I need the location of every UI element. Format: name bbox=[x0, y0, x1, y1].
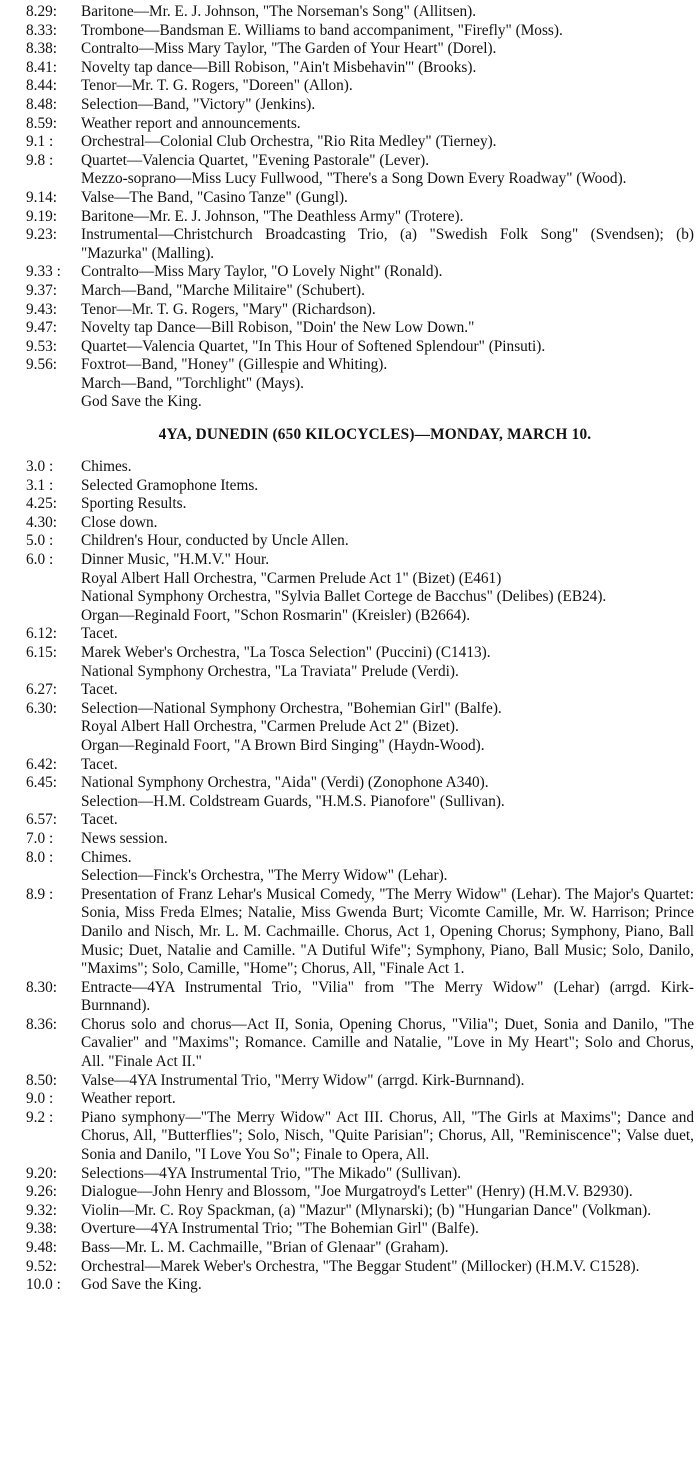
programme-entry bbox=[26, 319, 694, 338]
programme-entry bbox=[26, 1258, 694, 1277]
entry-text: Valse—4YA Instrumental Trio, "Merry Widow" (arrgd. Kirk-Burnnand). bbox=[81, 1071, 525, 1089]
programme-entry bbox=[26, 532, 694, 551]
entry-time: 6.15: bbox=[26, 644, 58, 661]
entry-time: 9.26: bbox=[26, 1183, 58, 1201]
entry-time: 4.25: bbox=[26, 495, 58, 513]
entry-time: 9.19: bbox=[26, 207, 58, 225]
entry-time bbox=[26, 607, 81, 626]
entry-time bbox=[26, 663, 81, 682]
entry-time: 3.0 : bbox=[26, 458, 54, 476]
entry-time: 10.0 : bbox=[26, 1276, 61, 1294]
entry-text: Weather report and announcements. bbox=[81, 114, 301, 132]
entry-text: Entracte—4YA Instrumental Trio, "Vilia" from "The Merry Widow" (Lehar) (arrgd. Kirk-Burnnand). bbox=[81, 978, 694, 1015]
programme-entry bbox=[26, 1090, 694, 1109]
entry-time bbox=[26, 588, 81, 607]
programme-list-christchurch bbox=[26, 3, 694, 412]
programme-entry bbox=[26, 514, 694, 533]
entry-text: Contralto—Miss Mary Taylor, "O Lovely Night" (Ronald). bbox=[81, 263, 443, 281]
programme-entry bbox=[26, 774, 694, 793]
programme-entry bbox=[26, 700, 694, 719]
programme-entry bbox=[26, 793, 694, 812]
programme-entry bbox=[26, 886, 694, 979]
entry-text: Presentation of Franz Lehar's Musical Comedy, "The Merry Widow" (Lehar). The Major's Quartet: Sonia, Miss Freda Elmes; Natalie, Miss Gwenda Burt; Vicomte Camille, Mr. W. Harrison; Prince Danilo and Nisch, Mr. L. M. Cachmaille. Chorus, Act 1, Opening Chorus; Symphony, Piano, Ball Music; Duet, Natalie and Camille. "A Dutiful Wife"; Symphony, Piano, Ball Music; Solo, Danilo, "Maxims"; Solo, Camille, "Home"; Chorus, All, "Finale Act 1. bbox=[81, 885, 694, 978]
entry-time: 8.30: bbox=[26, 978, 58, 996]
entry-text: Foxtrot—Band, "Honey" (Gillespie and Whiting). bbox=[81, 356, 388, 374]
programme-entry bbox=[26, 1276, 694, 1295]
entry-text: Royal Albert Hall Orchestra, "Carmen Prelude Act 2" (Bizet). bbox=[81, 718, 459, 736]
entry-time: 9.1 : bbox=[26, 133, 54, 151]
entry-text: March—Band, "Marche Militaire" (Schubert). bbox=[81, 281, 365, 299]
programme-entry bbox=[26, 208, 694, 227]
programme-entry bbox=[26, 867, 694, 886]
entry-text: Overture—4YA Instrumental Trio; "The Bohemian Girl" (Balfe). bbox=[81, 1220, 479, 1238]
programme-entry bbox=[26, 1202, 694, 1221]
entry-text: Instrumental—Christchurch Broadcasting Trio, (a) "Swedish Folk Song" (Svendsen); (b) "Mazurka" (Malling). bbox=[81, 226, 694, 262]
entry-time bbox=[26, 375, 81, 394]
entry-time: 9.0 : bbox=[26, 1090, 54, 1108]
entry-text: Selection—Band, "Victory" (Jenkins). bbox=[81, 95, 316, 113]
programme-entry bbox=[26, 979, 694, 1016]
station-heading: 4YA, DUNEDIN (650 KILOCYCLES)—MONDAY, MARCH 10. bbox=[158, 426, 592, 444]
programme-entry bbox=[26, 96, 694, 115]
entry-time: 9.23: bbox=[26, 226, 58, 244]
entry-text: Tenor—Mr. T. G. Rogers, "Mary" (Richardson). bbox=[81, 300, 376, 318]
programme-list-dunedin bbox=[26, 458, 694, 1295]
entry-text: Piano symphony—"The Merry Widow" Act III. Chorus, All, "The Girls at Maxims"; Dance and Chorus, All, "Butterflies"; Solo, Nisch, "Quite Parisian"; Chorus, All, "Reminiscence"; Valse duet, Sonia and Danilo, "I Love You So"; Finale to Opera, All. bbox=[81, 1108, 694, 1164]
entry-time: 8.9 : bbox=[26, 885, 54, 903]
entry-text: Sporting Results. bbox=[81, 495, 187, 513]
entry-text: Selection—Finck's Orchestra, "The Merry Widow" (Lehar). bbox=[81, 867, 448, 885]
programme-entry bbox=[26, 77, 694, 96]
entry-time: 9.2 : bbox=[26, 1108, 54, 1126]
entry-text: Organ—Reginald Foort, "A Brown Bird Singing" (Haydn-Wood). bbox=[81, 736, 485, 754]
entry-text: News session. bbox=[81, 829, 168, 847]
programme-entry bbox=[26, 189, 694, 208]
programme-entry bbox=[26, 393, 694, 412]
programme-entry bbox=[26, 588, 694, 607]
entry-time bbox=[26, 718, 81, 737]
programme-entry bbox=[26, 718, 694, 737]
entry-time: 9.14: bbox=[26, 188, 58, 206]
entry-text: National Symphony Orchestra, "La Traviata" Prelude (Verdi). bbox=[81, 662, 459, 680]
entry-time: 5.0 : bbox=[26, 532, 54, 550]
entry-time bbox=[26, 170, 81, 189]
programme-entry bbox=[26, 644, 694, 663]
entry-time: 9.56: bbox=[26, 356, 58, 374]
entry-time: 8.0 : bbox=[26, 848, 54, 866]
entry-text: Quartet—Valencia Quartet, "In This Hour of Softened Splendour" (Pinsuti). bbox=[81, 337, 546, 355]
entry-time: 8.59: bbox=[26, 114, 58, 132]
entry-time: 9.53: bbox=[26, 337, 58, 355]
entry-text: Violin—Mr. C. Roy Spackman, (a) "Mazur" (Mlynarski); (b) "Hungarian Dance" (Volkman). bbox=[81, 1201, 652, 1219]
entry-text: Organ—Reginald Foort, "Schon Rosmarin" (Kreisler) (B2664). bbox=[81, 606, 471, 624]
entry-time: 8.50: bbox=[26, 1071, 58, 1089]
entry-text: Selection—National Symphony Orchestra, "Bohemian Girl" (Balfe). bbox=[81, 699, 502, 717]
entry-time: 8.29: bbox=[26, 3, 58, 20]
entry-text: Royal Albert Hall Orchestra, "Carmen Prelude Act 1" (Bizet) (E461) bbox=[81, 569, 502, 587]
programme-entry bbox=[26, 301, 694, 320]
programme-entry bbox=[26, 495, 694, 514]
entry-time: 6.57: bbox=[26, 811, 58, 829]
programme-entry bbox=[26, 1239, 694, 1258]
entry-text: Trombone—Bandsman E. Williams to band accompaniment, "Firefly" (Moss). bbox=[81, 21, 563, 39]
entry-time bbox=[26, 393, 81, 412]
entry-text: Close down. bbox=[81, 513, 158, 531]
programme-entry bbox=[26, 570, 694, 589]
programme-entry bbox=[26, 477, 694, 496]
programme-entry bbox=[26, 811, 694, 830]
entry-text: Quartet—Valencia Quartet, "Evening Pastorale" (Lever). bbox=[81, 151, 430, 169]
entry-time: 6.12: bbox=[26, 625, 58, 643]
programme-entry bbox=[26, 40, 694, 59]
programme-entry bbox=[26, 1183, 694, 1202]
entry-text: Tacet. bbox=[81, 681, 118, 699]
entry-text: March—Band, "Torchlight" (Mays). bbox=[81, 374, 304, 392]
entry-time: 6.0 : bbox=[26, 551, 54, 569]
entry-text: Baritone—Mr. E. J. Johnson, "The Deathless Army" (Trotere). bbox=[81, 207, 464, 225]
entry-text: Mezzo-soprano—Miss Lucy Fullwood, "There's a Song Down Every Roadway" (Wood). bbox=[81, 170, 627, 188]
entry-text: God Save the King. bbox=[81, 393, 202, 411]
entry-text: Chorus solo and chorus—Act II, Sonia, Opening Chorus, "Vilia"; Duet, Sonia and Danilo, "The Cavalier" and "Maxims"; Romance. Camille and Natalie, "Love in My Heart"; Solo and Chorus, All. "Finale Act II." bbox=[81, 1015, 694, 1071]
programme-entry bbox=[26, 681, 694, 700]
entry-time: 6.42: bbox=[26, 755, 58, 773]
programme-entry bbox=[26, 737, 694, 756]
entry-time: 6.45: bbox=[26, 774, 58, 792]
entry-time bbox=[26, 867, 81, 886]
programme-entry bbox=[26, 1016, 694, 1072]
entry-text: Dinner Music, "H.M.V." Hour. bbox=[81, 551, 270, 569]
programme-entry bbox=[26, 375, 694, 394]
entry-time: 9.37: bbox=[26, 281, 58, 299]
entry-time: 4.30: bbox=[26, 513, 58, 531]
programme-entry bbox=[26, 551, 694, 570]
entry-time: 8.41: bbox=[26, 58, 58, 76]
programme-entry bbox=[26, 1220, 694, 1239]
programme-entry bbox=[26, 756, 694, 775]
entry-text: Selections—4YA Instrumental Trio, "The Mikado" (Sullivan). bbox=[81, 1164, 462, 1182]
entry-time: 9.52: bbox=[26, 1257, 58, 1275]
entry-text: Tacet. bbox=[81, 625, 118, 643]
entry-time: 9.47: bbox=[26, 319, 58, 337]
programme-entry bbox=[26, 849, 694, 868]
programme-entry bbox=[26, 263, 694, 282]
entry-text: National Symphony Orchestra, "Aida" (Verdi) (Zonophone A340). bbox=[81, 774, 489, 792]
programme-entry bbox=[26, 458, 694, 477]
entry-time: 8.44: bbox=[26, 77, 58, 95]
programme-entry bbox=[26, 1109, 694, 1165]
programme-entry bbox=[26, 1165, 694, 1184]
entry-time: 6.30: bbox=[26, 699, 58, 717]
programme-entry bbox=[26, 356, 694, 375]
programme-entry bbox=[26, 830, 694, 849]
programme-entry bbox=[26, 338, 694, 357]
programme-entry bbox=[26, 226, 694, 263]
entry-time: 9.32: bbox=[26, 1201, 58, 1219]
entry-text: Dialogue—John Henry and Blossom, "Joe Murgatroyd's Letter" (Henry) (H.M.V. B2930). bbox=[81, 1183, 633, 1201]
programme-entry bbox=[26, 133, 694, 152]
entry-text: National Symphony Orchestra, "Sylvia Ballet Cortege de Bacchus" (Delibes) (EB24). bbox=[81, 588, 607, 606]
programme-entry bbox=[26, 663, 694, 682]
entry-time: 9.38: bbox=[26, 1220, 58, 1238]
entry-text: Novelty tap Dance—Bill Robison, "Doin' the New Low Down." bbox=[81, 319, 475, 337]
entry-text: Bass—Mr. L. M. Cachmaille, "Brian of Glenaar" (Graham). bbox=[81, 1239, 449, 1256]
entry-time: 8.36: bbox=[26, 1015, 58, 1033]
entry-time: 6.27: bbox=[26, 681, 58, 699]
entry-time: 3.1 : bbox=[26, 476, 54, 494]
entry-text: Baritone—Mr. E. J. Johnson, "The Norseman's Song" (Allitsen). bbox=[81, 3, 477, 20]
entry-text: Chimes. bbox=[81, 848, 132, 866]
entry-text: Chimes. bbox=[81, 458, 132, 476]
programme-entry bbox=[26, 625, 694, 644]
entry-text: God Save the King. bbox=[81, 1276, 202, 1294]
entry-text: Tacet. bbox=[81, 811, 118, 829]
entry-time: 9.8 : bbox=[26, 151, 54, 169]
entry-text: Weather report. bbox=[81, 1090, 176, 1108]
entry-text: Orchestral—Colonial Club Orchestra, "Rio Rita Medley" (Tierney). bbox=[81, 133, 497, 151]
entry-time bbox=[26, 737, 81, 756]
programme-entry bbox=[26, 170, 694, 189]
entry-time bbox=[26, 570, 81, 589]
entry-text: Contralto—Miss Mary Taylor, "The Garden of Your Heart" (Dorel). bbox=[81, 40, 497, 58]
entry-time bbox=[26, 793, 81, 812]
entry-text: Tacet. bbox=[81, 755, 118, 773]
entry-text: Valse—The Band, "Casino Tanze" (Gungl). bbox=[81, 188, 348, 206]
entry-text: Children's Hour, conducted by Uncle Allen. bbox=[81, 532, 349, 550]
entry-text: Novelty tap dance—Bill Robison, "Ain't Misbehavin'" (Brooks). bbox=[81, 58, 477, 76]
programme-entry bbox=[26, 607, 694, 626]
programme-entry bbox=[26, 152, 694, 171]
programme-entry bbox=[26, 22, 694, 41]
entry-time: 9.33 : bbox=[26, 263, 61, 281]
programme-entry bbox=[26, 115, 694, 134]
programme-entry bbox=[26, 282, 694, 301]
programme-entry bbox=[26, 3, 694, 22]
entry-time: 7.0 : bbox=[26, 829, 54, 847]
entry-time: 9.48: bbox=[26, 1239, 58, 1256]
entry-text: Selection—H.M. Coldstream Guards, "H.M.S. Pianofore" (Sullivan). bbox=[81, 792, 505, 810]
entry-text: Tenor—Mr. T. G. Rogers, "Doreen" (Allon). bbox=[81, 77, 353, 95]
entry-time: 8.33: bbox=[26, 21, 58, 39]
entry-text: Selected Gramophone Items. bbox=[81, 476, 259, 494]
entry-text: Orchestral—Marek Weber's Orchestra, "The Beggar Student" (Millocker) (H.M.V. C1528). bbox=[81, 1257, 640, 1275]
entry-time: 9.43: bbox=[26, 300, 58, 318]
entry-time: 8.38: bbox=[26, 40, 58, 58]
entry-time: 8.48: bbox=[26, 95, 58, 113]
entry-time: 9.20: bbox=[26, 1164, 58, 1182]
programme-entry bbox=[26, 59, 694, 78]
programme-entry bbox=[26, 1072, 694, 1091]
entry-text: Marek Weber's Orchestra, "La Tosca Selection" (Puccini) (C1413). bbox=[81, 644, 491, 661]
